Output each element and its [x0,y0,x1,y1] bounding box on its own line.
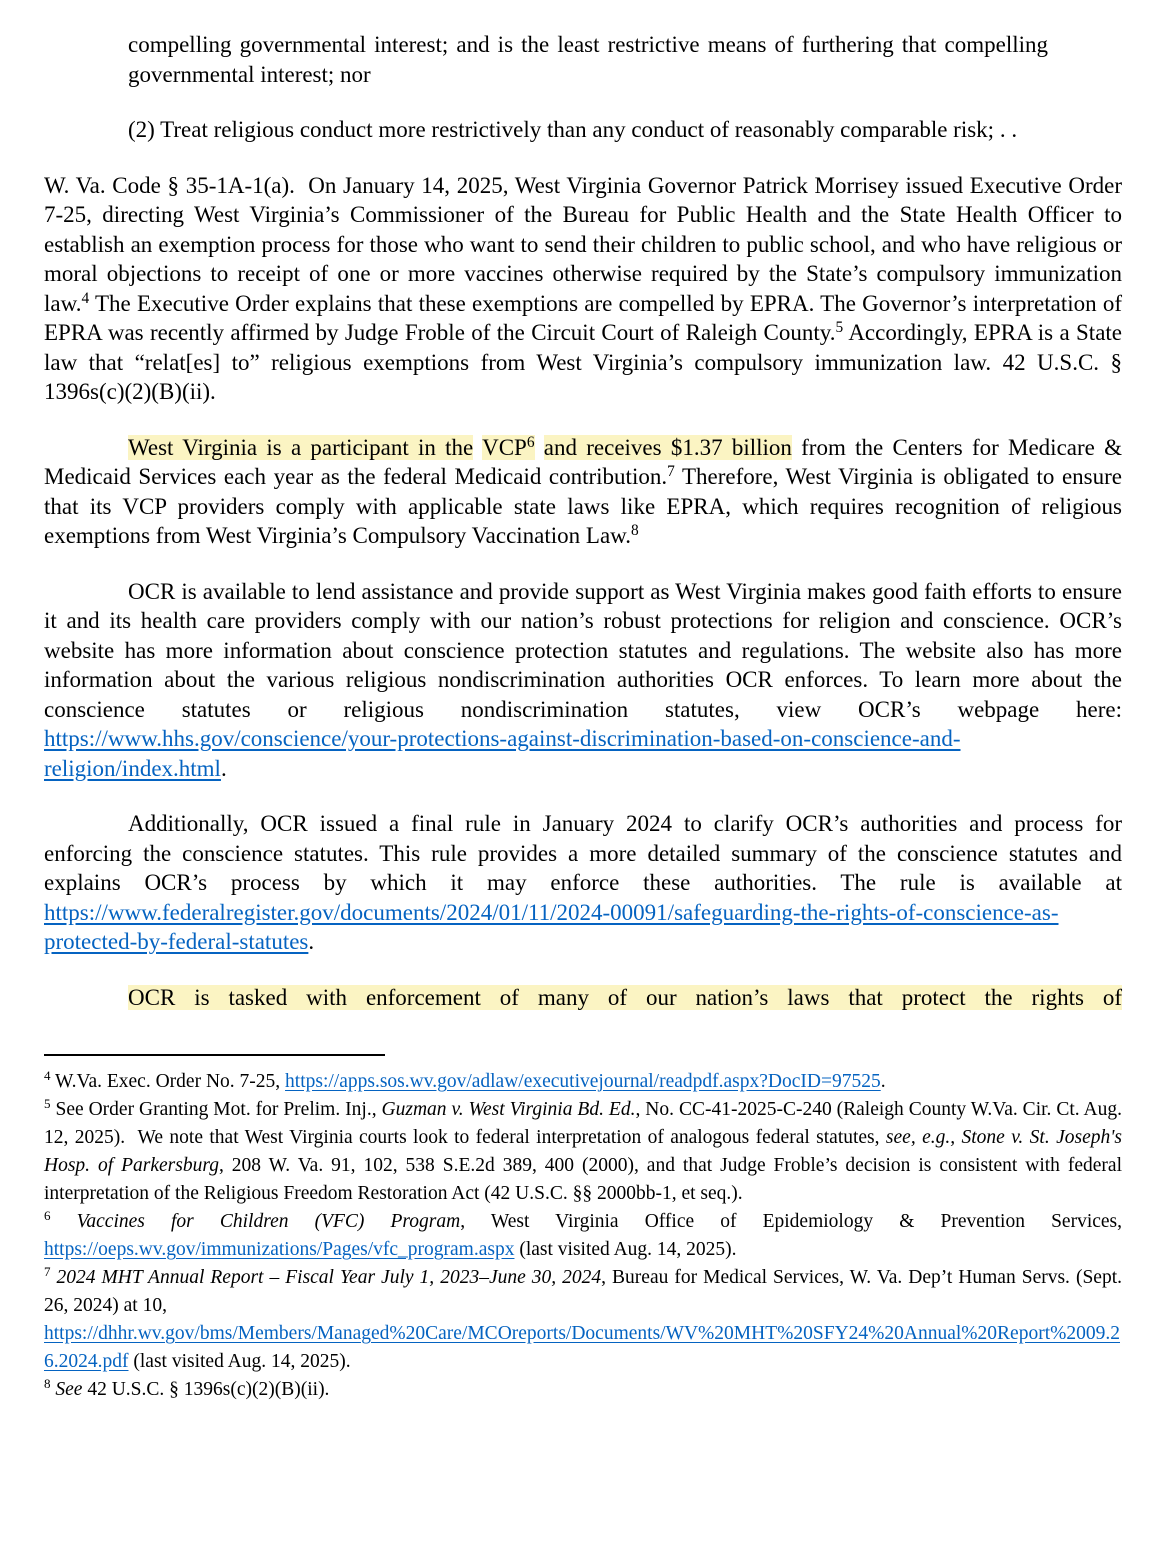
text-run: Additionally, OCR issued a final rule in January 2024 to clarify OCR’s authorities and process for enforcing the conscience statutes. This rule provides a more detailed summary of the conscience statutes and explains OCR’s process by which it may enforce these authorities. The rule is available at [44,811,1122,895]
hyperlink[interactable]: https://dhhr.wv.gov/bms/Members/Managed%20Care/MCOreports/Documents/WV%20MHT%20SFY24%20Annual%20Report%2009.26.2024.pdf [44,1323,1120,1372]
body-paragraph [44,983,1122,1013]
text-run: from the Centers for Medicare & Medicaid Services each year as the federal Medicaid contribution. [44,434,1122,489]
text-run: OCR is tasked with enforcement of many of our nation’s laws that protect the rights of [128,984,1122,1010]
text-run: See [55,1379,83,1400]
text-run [535,435,544,460]
text-run: , West Virginia Office of Epidemiology & Prevention Services, [460,1211,1123,1232]
hyperlink[interactable]: https://www.hhs.gov/conscience/your-protections-against-discrimination-based-on-conscience-and-religion/index.html [44,726,961,781]
text-run: Accordingly, EPRA is a State law that “relat[es] to” religious exemptions from West Virginia’s compulsory immunization law. 42 U.S.C. § 1396s(c)(2)(B)(ii). [44,320,1122,404]
text-run: see, e.g., Stone v. St. Joseph's Hosp. of Parkersburg [44,1127,1122,1176]
footnote-6 [44,1208,1122,1264]
footnote-7 [44,1264,1122,1376]
footnote-reference: 7 [667,463,675,481]
footnote-reference: 4 [81,289,90,307]
blockquote-paragraph [128,30,1048,89]
text-run: 42 U.S.C. § 1396s(c)(2)(B)(ii). [82,1379,330,1400]
text-run: (2) Treat religious conduct more restrictively than any conduct of reasonably comparable risk; . . [128,117,1018,142]
footnote-reference: 8 [44,1376,51,1392]
letter-body [44,30,1122,1012]
text-run: , No. CC-41-2025-C-240 (Raleigh County W.Va. Cir. Ct. Aug. 12, 2025). We note that West Virginia courts look to federal interpretation of analogous federal statutes, [44,1099,1122,1148]
footnote-4 [44,1068,1122,1096]
hyperlink[interactable]: https://www.federalregister.gov/documents/2024/01/11/2024-00091/safeguarding-the-rights-of-conscience-as-protected-by-federal-statutes [44,899,1059,954]
hyperlink[interactable]: https://apps.sos.wv.gov/adlaw/executivejournal/readpdf.aspx?DocID=97525 [285,1071,881,1092]
footnote-reference: 7 [44,1264,51,1280]
text-run: and receives $1.37 billion [543,434,792,460]
text-run: VCP [482,434,527,460]
text-run: West Virginia is a participant in the [128,434,474,460]
text-run: , Bureau for Medical Services, W. Va. Dep’t Human Servs. (Sept. 26, 2024) at 10, [44,1267,1122,1316]
text-run [51,1211,77,1232]
footnote-reference: 6 [44,1208,51,1224]
text-run: W.Va. Exec. Order No. 7-25, [50,1071,286,1092]
footnote-reference: 5 [835,319,844,337]
footnote-8 [44,1376,1122,1404]
text-run: OCR is available to lend assistance and provide support as West Virginia makes good faith efforts to ensure it and its health care providers comply with our nation’s robust protections for religion and conscience. OCR’s website has more information about conscience protection statutes and regulations. The website also has more information about the various religious nondiscrimination authorities OCR enforces. To learn more about the conscience statutes or religious nondiscrimination statutes, view OCR’s webpage here: [44,578,1122,722]
text-run: Vaccines for Children (VFC) Program [76,1211,461,1232]
text-run: (last visited Aug. 14, 2025). [128,1351,351,1372]
text-run: See Order Granting Mot. for Prelim. Inj., [50,1099,382,1120]
blockquote-paragraph [128,115,1048,145]
text-run: . [220,755,227,781]
footnotes-section [44,1068,1122,1404]
text-run [473,435,482,460]
text-run: , 208 W. Va. 91, 102, 538 S.E.2d 389, 400 (2000), and that Judge Froble’s decision is consistent with federal interpretation of the Religious Freedom Restoration Act (42 U.S.C. §§ 2000bb-1, et seq.). [44,1155,1122,1204]
footnote-reference: 4 [44,1068,51,1084]
footnote-reference: 6 [527,435,535,460]
text-run: . [880,1071,886,1092]
body-paragraph [44,171,1122,407]
text-run: (last visited Aug. 14, 2025). [514,1239,737,1260]
footnote-reference: 8 [631,522,639,540]
text-run: Therefore, West Virginia is obligated to ensure that its VCP providers comply with applicable state laws like EPRA, which requires recognition of religious exemptions from West Virginia’s Compulsory Vaccination Law. [44,464,1122,548]
text-run: The Executive Order explains that these exemptions are compelled by EPRA. The Governor’s interpretation of EPRA was recently affirmed by Judge Froble of the Circuit Court of Raleigh County. [44,290,1122,345]
text-run: Guzman v. West Virginia Bd. Ed. [381,1099,636,1120]
body-paragraph [44,433,1122,551]
text-run: . [308,929,315,954]
body-paragraph [44,809,1122,957]
footnote-reference: 5 [44,1096,51,1112]
footnote-separator [44,1054,385,1056]
text-run: compelling governmental interest; and is the least restrictive means of furthering that compelling governmental interest; nor [128,32,1048,87]
footnote-5 [44,1096,1122,1208]
text-run: 2024 MHT Annual Report – Fiscal Year July 1, 2023–June 30, 2024 [56,1267,602,1288]
hyperlink[interactable]: https://oeps.wv.gov/immunizations/Pages/vfc_program.aspx [44,1239,515,1260]
body-paragraph [44,577,1122,784]
text-run: W. Va. Code § 35-1A-1(a). On January 14, 2025, West Virginia Governor Patrick Morrisey issued Executive Order 7-25, directing West Virginia’s Commissioner of the Bureau for Public Health and the State Health Officer to establish an exemption process for those who want to send their children to public school, and who have religious or moral objections to receipt of one or more vaccines otherwise required by the State’s compulsory immunization law. [44,172,1122,316]
